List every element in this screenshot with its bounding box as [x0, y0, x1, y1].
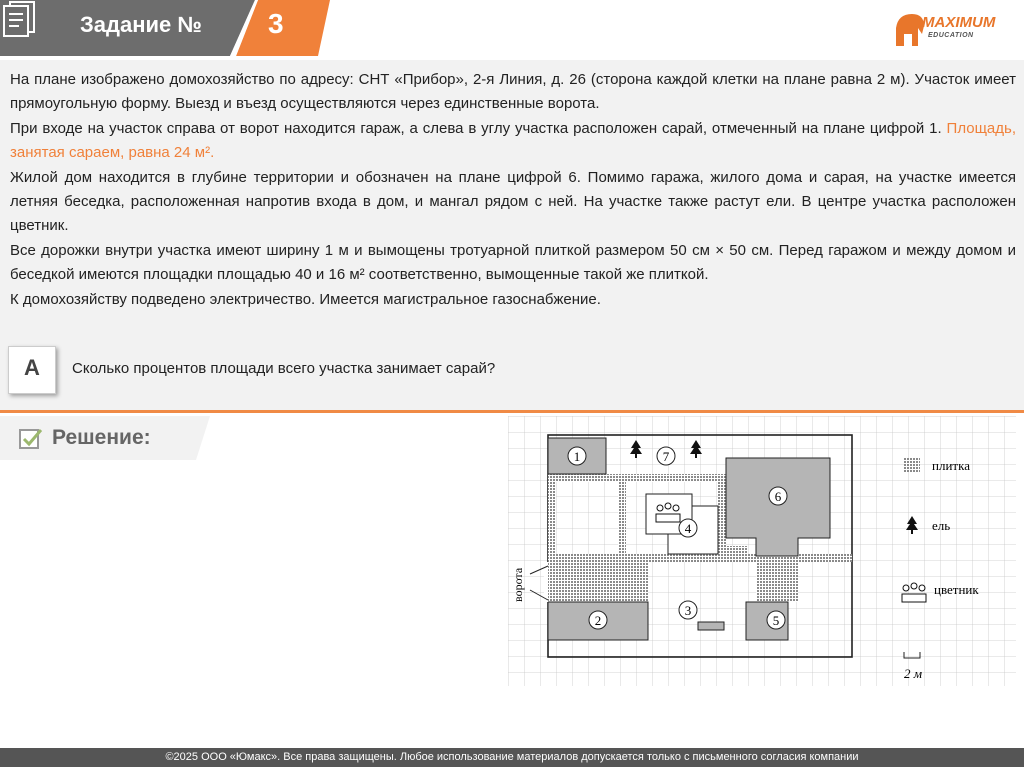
checkbox-checked-icon [18, 426, 44, 452]
label-4: 4 [684, 521, 692, 536]
label-5: 5 [772, 613, 780, 628]
label-6: 6 [774, 489, 782, 504]
paragraph-house: Жилой дом находится в глубине территории и обозначен на плане цифрой 6. Помимо гаража, жилого дома и сарая, на участке имеется летняя беседка, расположенная напротив входа в дом, и мангал рядом с ней. На участке также растут ели. В центре участка расположен цветник. [10, 168, 1016, 235]
shed-description: При входе на участок справа от ворот находится гараж, а слева в углу участка расположен сарай, отмеченный на плане цифрой 1. [10, 119, 947, 137]
task-number: 3 [268, 8, 284, 39]
logo-subtext: EDUCATION [928, 32, 974, 39]
legend-flowerbed-label: цветник [934, 582, 979, 597]
question-text: Сколько процентов площади всего участка занимает сарай? [72, 360, 496, 377]
label-1: 1 [573, 449, 581, 464]
gate-label: ворота [511, 567, 525, 602]
question-letter: А [24, 355, 40, 380]
label-2: 2 [594, 613, 602, 628]
solution-header [0, 416, 210, 460]
paragraph-shed [10, 117, 1016, 166]
shed-area-highlight: Площадь, занятая сараем, равна 24 м². [10, 119, 1016, 162]
mammoth-logo-icon [892, 10, 926, 50]
site-plan-drawing [508, 416, 1016, 686]
maximum-logo [890, 6, 1014, 56]
paragraph-paths: Все дорожки внутри участка имеют ширину 1 м и вымощены тротуарной плиткой размером 50 см × 50 см. Перед гаражом и между домом и беседкой имеются площадки площадью 40 и 16 м² соответственно, вымощенные такой же плиткой. [10, 241, 1016, 284]
legend-tree-label: ель [932, 518, 951, 533]
site-plan [508, 416, 1016, 686]
solution-label: Решение: [52, 426, 151, 449]
paragraph-address: На плане изображено домохозяйство по адресу: СНТ «Прибор», 2-я Линия, д. 26 (сторона каждой клетки на плане равна 2 м). Участок имеет прямоугольную форму. Выезд и въезд осуществляются через единственные ворота. [10, 71, 1016, 113]
legend-tile-label: плитка [932, 458, 970, 473]
document-icon [0, 0, 38, 38]
legend-tile-swatch [904, 458, 920, 472]
label-3: 3 [684, 603, 692, 618]
task-text [10, 68, 1016, 312]
divider [0, 410, 1024, 413]
scale-label: 2 м [904, 666, 923, 681]
paragraph-utilities: К домохозяйству подведено электричество. Имеется магистральное газоснабжение. [10, 290, 601, 308]
header-bar [0, 0, 330, 56]
header [0, 0, 1024, 60]
question-letter-box [8, 346, 56, 394]
footer-copyright: ©2025 ООО «Юмакс». Все права защищены. Любое использование материалов допускается только с письменного согласия компании [0, 748, 1024, 767]
task-label: Задание № [80, 12, 202, 37]
grill [698, 622, 724, 630]
label-7: 7 [662, 449, 670, 464]
logo-text: MAXIMUM [922, 14, 996, 31]
